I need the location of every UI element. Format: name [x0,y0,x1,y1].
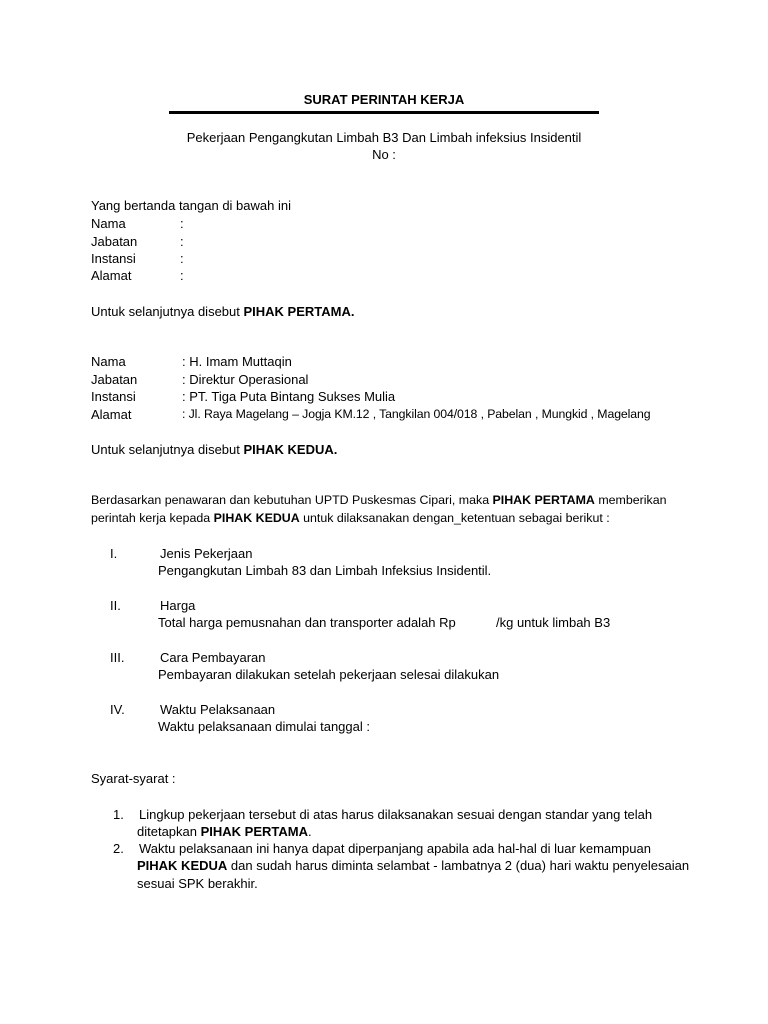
title-underline [169,111,599,114]
party1-institution-value: : [180,251,184,266]
condition-line: Waktu pelaksanaan ini hanya dapat diperpanjang apabila ada hal-hal di luar kemampuan [139,841,651,856]
party2-address-value: : Jl. Raya Magelang – Jogja KM.12 , Tangkilan 004/018 , Pabelan , Mungkid , Magelang [182,407,651,421]
designation-prefix: Untuk selanjutnya disebut [91,442,244,457]
section-heading: Cara Pembayaran [160,650,266,665]
party2-position-label: Jabatan [91,372,138,387]
basis-text: memberikan [594,493,667,507]
party1-institution-label: Instansi [91,251,136,266]
party2-institution-label: Instansi [91,389,136,404]
section-numeral: II. [110,598,121,613]
party2-name-value: : H. Imam Muttaqin [182,354,292,369]
section-body: Waktu pelaksanaan dimulai tanggal : [158,719,370,734]
condition-line: sesuai SPK berakhir. [137,876,258,891]
party-name: PIHAK PERTAMA [492,493,595,507]
party1-name-value: : [180,216,184,231]
section-heading: Waktu Pelaksanaan [160,702,276,717]
party2-address-label: Alamat [91,407,132,422]
party2-name-label: Nama [91,354,126,369]
designation-prefix: Untuk selanjutnya disebut [91,304,244,319]
party1-position-value: : [180,234,184,249]
condition-line [137,857,689,874]
party-name: PIHAK KEDUA [213,511,300,525]
party-name: PIHAK KEDUA [137,858,228,873]
section-numeral: I. [110,546,118,561]
designation-name: PIHAK KEDUA. [243,442,338,457]
conditions-heading: Syarat-syarat : [91,771,176,786]
basis-text: perintah kerja kepada [91,511,214,525]
document-title: SURAT PERINTAH KERJA [303,92,465,107]
party1-address-value: : [180,268,184,283]
section-body-suffix: /kg untuk limbah B3 [496,615,611,630]
section-heading: Jenis Pekerjaan [160,546,253,561]
party1-position-label: Jabatan [91,234,138,249]
party1-designation [91,303,354,320]
party-name: PIHAK PERTAMA [200,824,308,839]
condition-number: 2. [113,841,124,856]
section-body: Pengangkutan Limbah 83 dan Limbah Infeksius Insidentil. [158,563,492,578]
party2-institution-value: : PT. Tiga Puta Bintang Sukses Mulia [182,389,396,404]
basis-line-2 [91,510,610,527]
basis-text: Berdasarkan penawaran dan kebutuhan UPTD Puskesmas Cipari, maka [91,493,493,507]
section-heading: Harga [160,598,196,613]
party2-designation [91,441,337,458]
condition-line: Lingkup pekerjaan tersebut di atas harus dilaksanakan sesuai dengan standar yang telah [139,807,653,822]
designation-name: PIHAK PERTAMA. [243,304,355,319]
condition-text: ditetapkan [137,824,201,839]
section-numeral: III. [110,650,125,665]
condition-text: dan sudah harus diminta selambat - lambatnya 2 (dua) hari waktu penyelesaian [227,858,690,873]
section-body: Pembayaran dilakukan setelah pekerjaan selesai dilakukan [158,667,500,682]
party1-address-label: Alamat [91,268,132,283]
document-subtitle: Pekerjaan Pengangkutan Limbah B3 Dan Limbah infeksius Insidentil [186,130,582,145]
intro-text: Yang bertanda tangan di bawah ini [91,198,291,213]
condition-line [137,823,312,840]
section-numeral: IV. [110,702,125,717]
document-number: No : [372,147,396,162]
party2-position-value: : Direktur Operasional [182,372,309,387]
party1-name-label: Nama [91,216,126,231]
basis-line-1 [91,492,667,509]
condition-number: 1. [113,807,124,822]
section-body: Total harga pemusnahan dan transporter adalah Rp [158,615,456,630]
condition-text: . [307,824,312,839]
basis-text: untuk dilaksanakan dengan_ketentuan sebagai berikut : [299,511,610,525]
